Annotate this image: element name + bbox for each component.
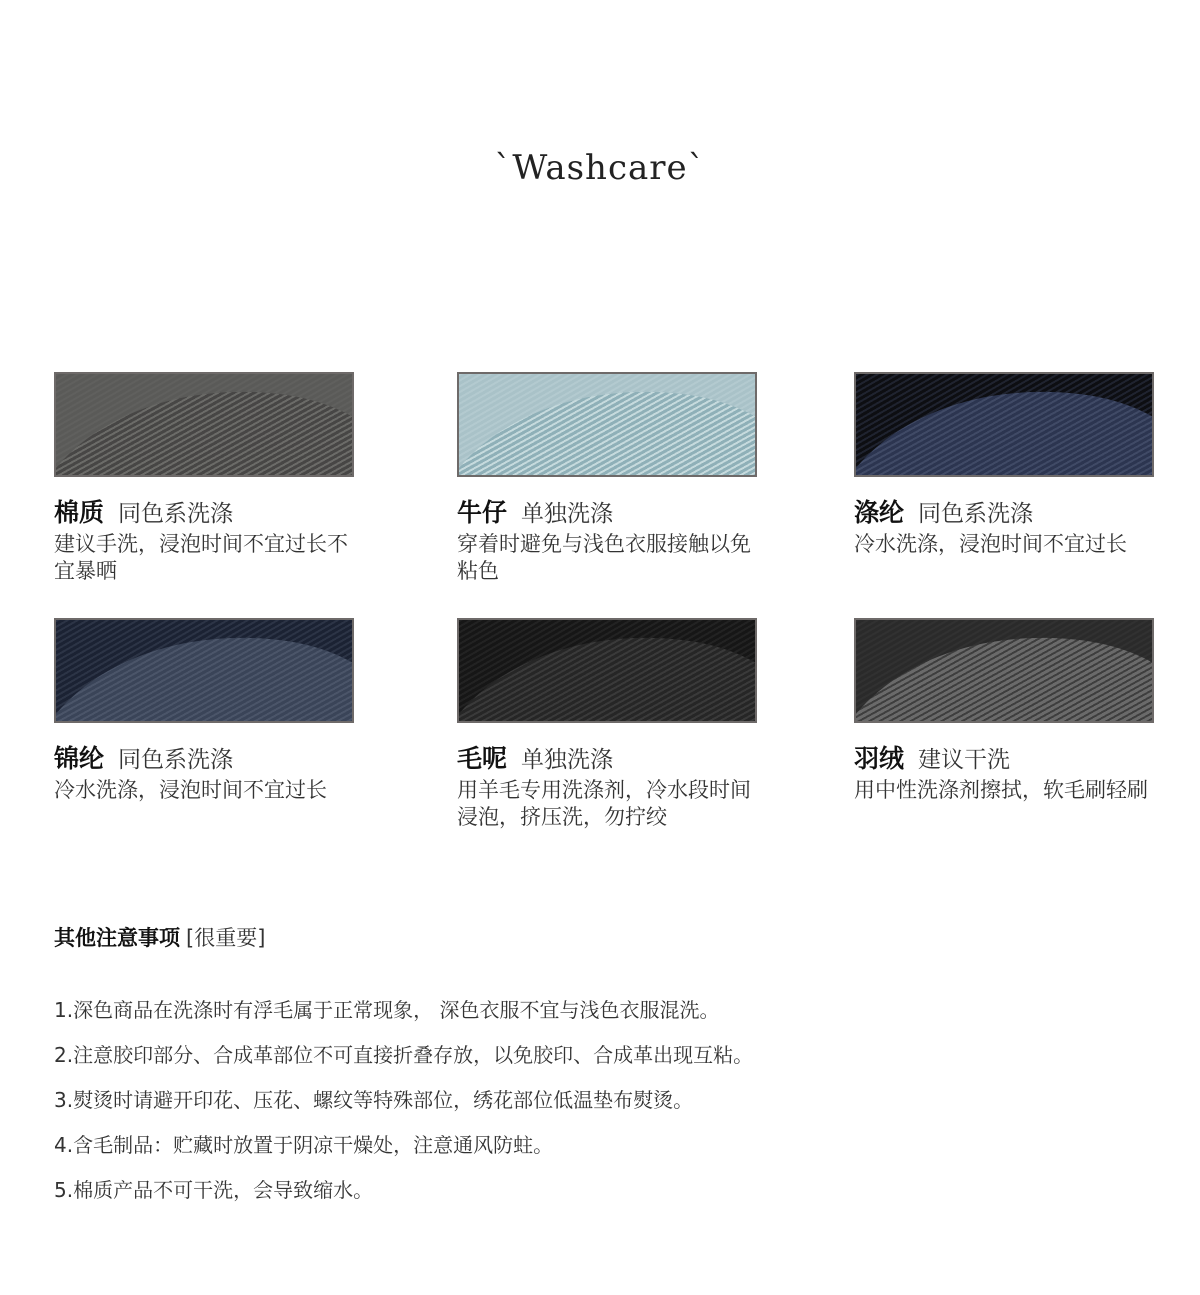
care-instruction: 冷水洗涤，浸泡时间不宜过长 <box>54 778 327 802</box>
fabric-name: 棉质 <box>54 498 105 527</box>
notes-list <box>54 995 1154 1220</box>
fabric-name: 羽绒 <box>854 744 905 773</box>
notes-heading <box>54 922 265 952</box>
fabric-name: 涤纶 <box>854 498 905 527</box>
fabric-swatch-image <box>457 372 757 477</box>
wash-method: 建议干洗 <box>918 747 1011 773</box>
wash-method: 同色系洗涤 <box>118 747 234 773</box>
fabric-swatch-image <box>54 372 354 477</box>
care-instruction: 用羊毛专用洗涤剂，冷水段时间浸泡，挤压洗，勿拧绞 <box>457 778 751 829</box>
care-instruction: 建议手洗，浸泡时间不宜过长不宜暴晒 <box>54 532 348 583</box>
wash-method: 同色系洗涤 <box>118 501 234 527</box>
notes-importance-tag: [很重要] <box>186 926 266 950</box>
care-instruction: 穿着时避免与浅色衣服接触以免粘色 <box>457 532 751 583</box>
wash-method: 单独洗涤 <box>521 501 614 527</box>
fabric-swatch-image <box>54 618 354 723</box>
fabric-name: 毛呢 <box>457 744 508 773</box>
notes-heading-text: 其他注意事项 <box>54 926 180 950</box>
page-title: `Washcare` <box>494 148 706 188</box>
note-item: 2.注意胶印部分、合成革部位不可直接折叠存放，以免胶印、合成革出现互粘。 <box>54 1043 754 1067</box>
care-card-wool <box>457 618 757 831</box>
care-card-polyester <box>854 372 1154 558</box>
care-card-denim <box>457 372 757 585</box>
note-item: 5.棉质产品不可干洗，会导致缩水。 <box>54 1178 374 1202</box>
fabric-swatch-image <box>854 618 1154 723</box>
care-instruction: 用中性洗涤剂擦拭，软毛刷轻刷 <box>854 778 1148 802</box>
fabric-name: 锦纶 <box>54 744 105 773</box>
note-item: 1.深色商品在洗涤时有浮毛属于正常现象， 深色衣服不宜与浅色衣服混洗。 <box>54 998 720 1022</box>
fabric-swatch-image <box>854 372 1154 477</box>
note-item: 3.熨烫时请避开印花、压花、螺纹等特殊部位，绣花部位低温垫布熨烫。 <box>54 1088 694 1112</box>
care-card-nylon <box>54 618 354 804</box>
fabric-swatch-image <box>457 618 757 723</box>
care-card-cotton <box>54 372 354 585</box>
care-instruction: 冷水洗涤，浸泡时间不宜过长 <box>854 532 1127 556</box>
care-card-down <box>854 618 1154 804</box>
wash-method: 单独洗涤 <box>521 747 614 773</box>
fabric-name: 牛仔 <box>457 498 508 527</box>
note-item: 4.含毛制品：贮藏时放置于阴凉干燥处，注意通风防蛀。 <box>54 1133 554 1157</box>
wash-method: 同色系洗涤 <box>918 501 1034 527</box>
